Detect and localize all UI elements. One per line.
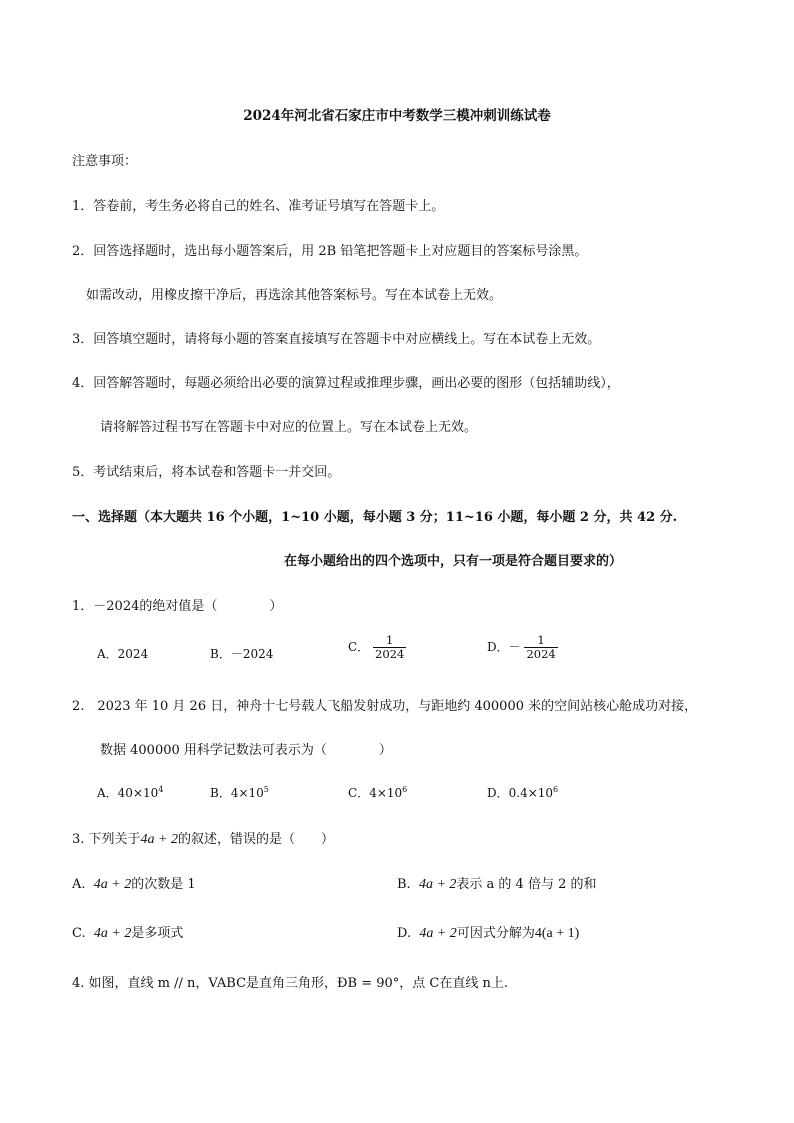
q3-a-text: 的次数是 1 — [131, 877, 196, 892]
notice-heading: 注意事项： — [72, 154, 138, 169]
q3-option-b — [397, 873, 597, 893]
q2-a-label: A． — [97, 786, 118, 800]
notice-item-1: 1．答卷前，考生务必将自己的姓名、准考证号填写在答题卡上。 — [72, 199, 445, 214]
q2-d-label: D． — [487, 786, 509, 800]
section1-heading: 一、选择题（本大题共 16 个小题，1~10 小题，每小题 3 分；11~16 小题，每小题 2 分，共 42 分. — [72, 510, 678, 525]
q3-b-label: B. — [397, 877, 411, 892]
q2-a-base: 40×10 — [117, 786, 159, 800]
q3-option-d — [397, 922, 579, 942]
section1-subheading: 在每小题给出的四个选项中，只有一项是符合题目要求的） — [284, 554, 623, 569]
q3-c-text: 是多项式 — [131, 926, 184, 941]
q3-d-expression: 4a + 2 — [419, 926, 457, 941]
q3-stem-post: 的叙述，错误的是（ ） — [178, 832, 335, 847]
q2-d-base: 0.4×10 — [508, 786, 554, 800]
q1-option-d-fraction — [524, 634, 557, 661]
q3-stem — [72, 828, 334, 848]
q1-option-a: A．2024 — [97, 647, 149, 661]
q2-c-label: C． — [348, 786, 370, 800]
q1-option-d-label: D．－ — [487, 640, 521, 654]
notice-item-3: 3．回答填空题时，请将每小题的答案直接填写在答题卡中对应横线上。写在本试卷上无效。 — [72, 332, 601, 347]
page-title: 2024年河北省石家庄市中考数学三模冲刺训练试卷 — [243, 108, 551, 124]
notice-item-4: 4．回答解答题时，每题必须给出必要的演算过程或推理步骤，画出必要的图形（包括辅助线）， — [72, 376, 620, 391]
q1-c-numerator: 1 — [385, 633, 394, 647]
q2-b-base: 4×10 — [230, 786, 264, 800]
q3-d-label: D. — [397, 926, 412, 941]
q1-option-c — [348, 634, 406, 661]
q3-c-label: C. — [72, 926, 86, 941]
q2-option-d — [487, 784, 558, 801]
notice-item-4-cont: 请将解答过程书写在答题卡中对应的位置上。写在本试卷上无效。 — [100, 420, 478, 435]
q2-option-a — [97, 784, 163, 801]
q1-d-denominator: 2024 — [526, 647, 556, 661]
q2-c-base: 4×10 — [369, 786, 403, 800]
q1-stem: 1．－2024的绝对值是（ ） — [72, 599, 283, 614]
q2-a-exponent: 4 — [158, 785, 164, 794]
q1-option-c-label: C． — [348, 640, 370, 654]
q3-b-text: 表示 a 的 4 倍与 2 的和 — [456, 877, 597, 892]
q2-c-exponent: 6 — [402, 785, 408, 794]
q3-a-expression: 4a + 2 — [93, 877, 132, 892]
q3-expression: 4a + 2 — [140, 832, 178, 847]
q2-stem-line1: 2. 2023 年 10 月 26 日，神舟十七号载人飞船发射成功，与距地约 400000 米的空间站核心舱成功对接， — [72, 699, 698, 714]
q4-stem: 4. 如图，直线 m // n，VABC是直角三角形，ÐB = 90°，点 C在直线 n上. — [72, 976, 508, 991]
q3-option-c — [72, 922, 183, 942]
q1-option-b: B．－2024 — [210, 647, 274, 661]
q2-b-exponent: 5 — [263, 785, 269, 794]
notice-item-2: 2．回答选择题时，选出每小题答案后，用 2B 铅笔把答题卡上对应题目的答案标号涂黑。 — [72, 244, 588, 259]
q3-option-a — [72, 873, 196, 893]
q2-stem-line2: 数据 400000 用科学记数法可表示为（ ） — [100, 743, 392, 758]
q1-c-denominator: 2024 — [375, 647, 405, 661]
q1-d-numerator: 1 — [537, 633, 545, 647]
q2-option-b — [210, 784, 269, 801]
q2-b-label: B． — [210, 786, 231, 800]
q1-option-c-fraction — [373, 634, 406, 661]
q3-d-text: 可因式分解为 — [456, 926, 535, 941]
q3-a-label: A. — [72, 877, 86, 892]
notice-item-2-cont: 如需改动，用橡皮擦干净后，再选涂其他答案标号。写在本试卷上无效。 — [86, 288, 503, 303]
q3-stem-pre: 3. 下列关于 — [72, 832, 141, 847]
q3-b-expression: 4a + 2 — [418, 877, 457, 892]
q3-d-factor: 4(a + 1) — [534, 926, 580, 941]
q2-d-exponent: 6 — [553, 785, 559, 794]
q3-c-expression: 4a + 2 — [93, 926, 132, 941]
q2-option-c — [348, 784, 407, 801]
q1-option-d — [487, 634, 558, 661]
notice-item-5: 5．考试结束后，将本试卷和答题卡一并交回。 — [72, 465, 341, 480]
